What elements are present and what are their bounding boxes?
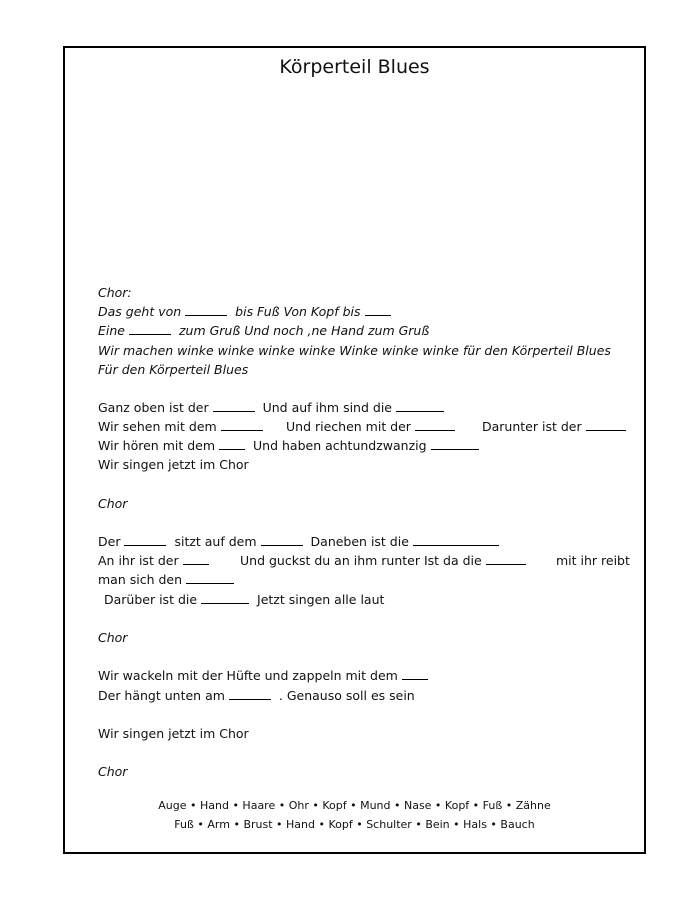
verse3-line-3: Wir singen jetzt im Chor: [98, 726, 249, 741]
blank-field[interactable]: [365, 314, 391, 316]
word-bank-row-1: Auge • Hand • Haare • Ohr • Kopf • Mund • Nase • Kopf • Fuß • Zähne: [158, 799, 551, 812]
verse2-line-4: [104, 592, 384, 607]
chor-label: Chor: [98, 764, 128, 779]
blank-field[interactable]: [201, 602, 249, 604]
verse1-line-4: Wir singen jetzt im Chor: [98, 457, 249, 472]
segment: [286, 419, 459, 434]
segment: [556, 553, 630, 568]
text: Der hängt unten am: [98, 688, 225, 703]
verse3-line-1: [98, 668, 432, 683]
worksheet-title: Körperteil Blues: [279, 56, 430, 78]
text: Eine: [98, 323, 125, 338]
text: sitzt auf dem: [174, 534, 257, 549]
text: bis Fuß Von Kopf bis: [235, 304, 361, 319]
verse2-line-1: [98, 534, 503, 549]
blank-field[interactable]: [183, 563, 209, 565]
text: Der: [98, 534, 121, 549]
blank-field[interactable]: [586, 429, 626, 431]
blank-field[interactable]: [229, 698, 271, 700]
text: Darunter ist der: [482, 419, 582, 434]
text: . Genauso soll es sein: [278, 688, 415, 703]
blank-field[interactable]: [124, 544, 166, 546]
verse2-line-3: [98, 572, 238, 587]
segment: [98, 419, 267, 434]
verse1-line-3: [98, 438, 483, 453]
text: Ganz oben ist der: [98, 400, 209, 415]
text: An ihr ist der: [98, 553, 179, 568]
word-bank-row-2: Fuß • Arm • Brust • Hand • Kopf • Schulter • Bein • Hals • Bauch: [174, 818, 535, 831]
blank-field[interactable]: [413, 544, 499, 546]
segment: [482, 419, 630, 434]
text: zum Gruß Und noch ‚ne Hand zum Gruß: [178, 323, 430, 338]
chorus-line-3: Wir machen winke winke winke winke Winke winke winke für den Körperteil Blues: [98, 343, 611, 358]
blank-field[interactable]: [396, 410, 444, 412]
text: Darüber ist die: [104, 592, 198, 607]
segment: [98, 553, 213, 568]
chorus-heading: Chor:: [98, 285, 132, 300]
verse3-line-2: [98, 688, 415, 703]
blank-field[interactable]: [186, 582, 234, 584]
chorus-line-1: [98, 304, 395, 319]
chorus-line-4: Für den Körperteil Blues: [98, 362, 249, 377]
worksheet: [63, 46, 646, 854]
text: Und riechen mit der: [286, 419, 411, 434]
blank-field[interactable]: [431, 448, 479, 450]
segment: [240, 553, 530, 568]
blank-field[interactable]: [402, 678, 428, 680]
chor-label: Chor: [98, 496, 128, 511]
blank-field[interactable]: [415, 429, 455, 431]
text: Und haben achtundzwanzig: [253, 438, 427, 453]
blank-field[interactable]: [129, 333, 171, 335]
blank-field[interactable]: [219, 448, 245, 450]
text: Wir sehen mit dem: [98, 419, 217, 434]
text: Und auf ihm sind die: [262, 400, 392, 415]
blank-field[interactable]: [221, 429, 263, 431]
text: man sich den: [98, 572, 183, 587]
blank-field[interactable]: [261, 544, 303, 546]
blank-field[interactable]: [213, 410, 255, 412]
text: Daneben ist die: [310, 534, 409, 549]
text: mit ihr reibt: [556, 553, 630, 568]
chorus-line-2: [98, 323, 429, 338]
text: Das geht von: [98, 304, 182, 319]
text: Wir wackeln mit der Hüfte und zappeln mit dem: [98, 668, 398, 683]
text: Wir hören mit dem: [98, 438, 216, 453]
text: Jetzt singen alle laut: [257, 592, 385, 607]
blank-field[interactable]: [185, 314, 227, 316]
blank-field[interactable]: [486, 563, 526, 565]
text: Und guckst du an ihm runter Ist da die: [240, 553, 482, 568]
verse1-line-1: [98, 400, 448, 415]
chor-label: Chor: [98, 630, 128, 645]
